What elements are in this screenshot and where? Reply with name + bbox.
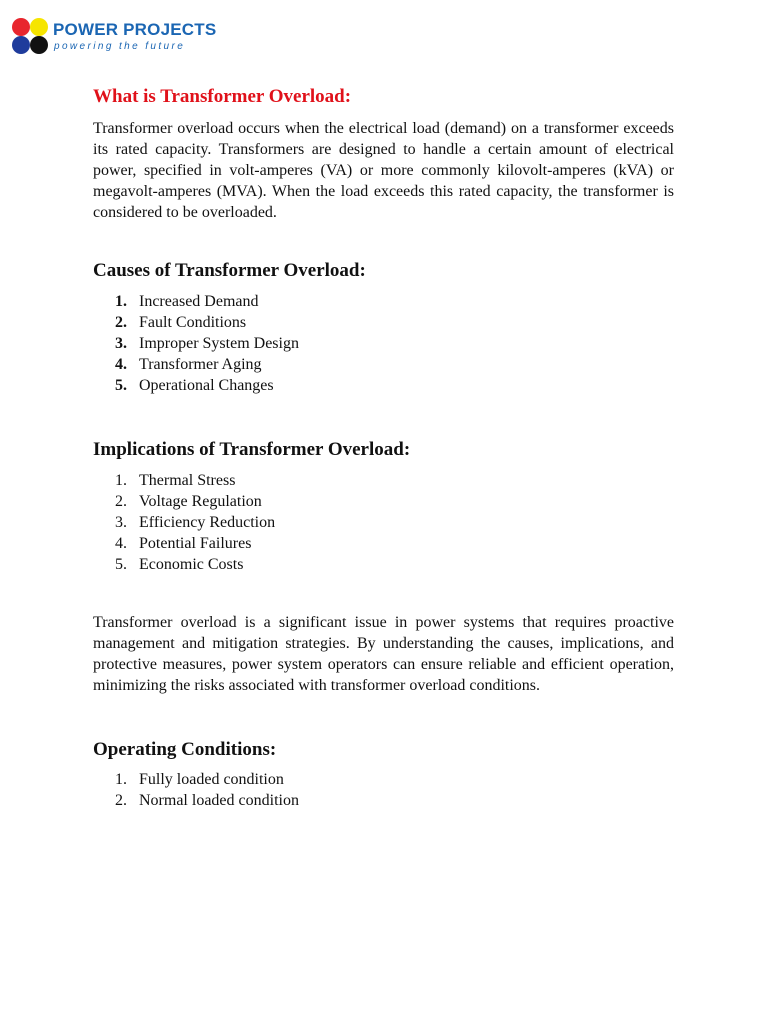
list-item-label: Improper System Design: [139, 335, 299, 352]
list-item: [93, 375, 674, 396]
list-item-label: Fully loaded condition: [139, 771, 284, 788]
list-item: [93, 790, 674, 811]
list-number: 1.: [115, 472, 127, 489]
logo-tagline: powering the future: [54, 41, 186, 52]
list-item: [93, 291, 674, 312]
blue-dot-icon: [12, 36, 30, 54]
implications-list: [93, 470, 674, 575]
list-number: 4.: [115, 535, 127, 552]
operating-conditions-heading: Operating Conditions:: [93, 739, 277, 760]
list-item-label: Transformer Aging: [139, 356, 262, 373]
list-item: [93, 533, 674, 554]
implications-heading: Implications of Transformer Overload:: [93, 439, 411, 460]
list-number: 1.: [115, 771, 127, 788]
list-item-label: Increased Demand: [139, 293, 259, 310]
list-item: [93, 333, 674, 354]
list-item: [93, 354, 674, 375]
document-body: [93, 86, 674, 811]
logo-brand-name: POWER PROJECTS: [53, 20, 217, 39]
list-number: 5.: [115, 556, 127, 573]
intro-paragraph: Transformer overload occurs when the electrical load (demand) on a transformer exceeds its rated capacity. Transformers are designed to handle a certain amount of electrical power, specified in volt-amperes (VA) or more commonly kilovolt-amperes (kVA) or megavolt-amperes (MVA). When the load exceeds this rated capacity, the transformer is considered to be overloaded.: [93, 120, 674, 221]
black-dot-icon: [30, 36, 48, 54]
list-item-label: Operational Changes: [139, 377, 274, 394]
list-item: [93, 491, 674, 512]
list-item: [93, 769, 674, 790]
list-item-label: Efficiency Reduction: [139, 514, 276, 531]
list-number: 4.: [115, 356, 127, 373]
red-dot-icon: [12, 18, 30, 36]
operating-conditions-list: [93, 769, 674, 811]
list-item: [93, 470, 674, 491]
company-logo: [10, 17, 250, 57]
list-item: [93, 312, 674, 333]
list-number: 1.: [115, 293, 127, 310]
yellow-dot-icon: [30, 18, 48, 36]
list-number: 2.: [115, 314, 127, 331]
list-item-label: Potential Failures: [139, 535, 252, 552]
list-item: [93, 512, 674, 533]
causes-heading: Causes of Transformer Overload:: [93, 260, 366, 281]
list-number: 3.: [115, 335, 127, 352]
list-number: 2.: [115, 792, 127, 809]
list-item-label: Economic Costs: [139, 556, 244, 573]
list-item: [93, 554, 674, 575]
section-title-overload: What is Transformer Overload:: [93, 86, 352, 107]
logo-dots-icon: [10, 17, 50, 57]
causes-list: [93, 291, 674, 396]
summary-paragraph: Transformer overload is a significant issue in power systems that requires proactive management and mitigation strategies. By understanding the causes, implications, and protective measures, power system operators can ensure reliable and efficient operation, minimizing the risks associated with transformer overload conditions.: [93, 614, 674, 694]
list-number: 2.: [115, 493, 127, 510]
list-item-label: Fault Conditions: [139, 314, 247, 331]
list-item-label: Voltage Regulation: [139, 493, 262, 510]
list-number: 5.: [115, 377, 127, 394]
list-item-label: Thermal Stress: [139, 472, 236, 489]
list-number: 3.: [115, 514, 127, 531]
list-item-label: Normal loaded condition: [139, 792, 299, 809]
